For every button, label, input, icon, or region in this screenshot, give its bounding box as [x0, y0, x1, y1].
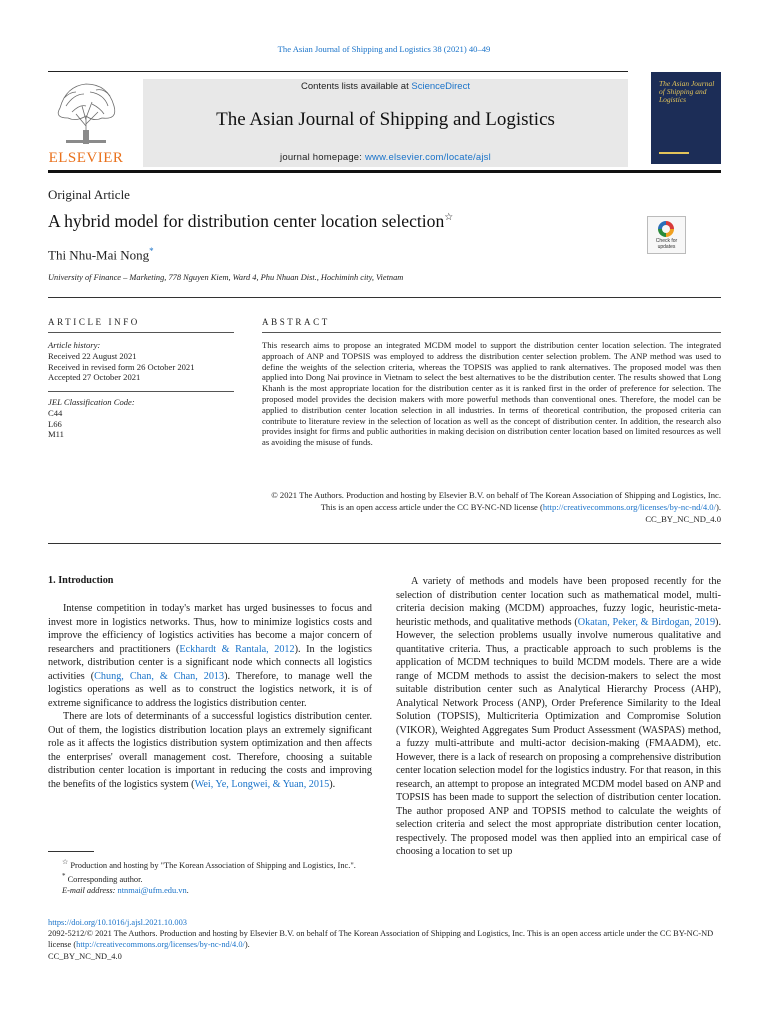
- p1-text-c: ). Therefore, to manage well the logistics operations as well as to construct the logistics network, it is of extreme significance to address the logistics distribution center.: [48, 670, 372, 709]
- abstract-heading: ABSTRACT: [262, 317, 330, 327]
- bottom-copyright-text: 2092-5212/© 2021 The Authors. Production and hosting by Elsevier B.V. on behalf of The Korean Association of Shipping and Logistics, Inc. This is an open access article under the CC BY-NC-ND license (: [48, 929, 714, 950]
- article-type: Original Article: [48, 187, 130, 202]
- homepage-link[interactable]: www.elsevier.com/locate/ajsl: [364, 152, 491, 163]
- journal-title: The Asian Journal of Shipping and Logistics: [216, 109, 555, 130]
- check-updates-label: Check for updates: [655, 238, 678, 250]
- p2-text-b: ).: [329, 778, 336, 790]
- abstract-text: This research aims to propose an integrated MCDM model to support the distribution center location selection. The integrated approach of ANP and TOPSIS was employed to address the distribution center selection problem. The ANP method was used to define the weights of the selection criteria, whereas the TOPSIS was applied to rank alternatives. The proposed model was then applied into Dong Nai province in Vietnam to select the best alternatives to be the distribution center. The results showed that Long Khanh is the most appropriate location for the distribution center as it is ranked first in the order of preference for selection. The proposed model provides the decision makers with more powerful methods than conventional ones. Therefore, the model can be applied to distribution center location selection in all industries. In terms of theoretical contribution, the proposed criteria can contribute to literature review in the selection of location as well as the concept of distribution center. In addition, the research also provides insight for firms and public authorities in making decision on distribution center location based on limited resources as well as avoiding the misuse of funds.: [262, 340, 721, 448]
- cover-title: The Asian Journal of Shipping and Logistics: [659, 79, 715, 104]
- corresponding-author-mark[interactable]: *: [149, 246, 154, 256]
- journal-cover-image: [651, 72, 721, 164]
- masthead-banner: [143, 79, 628, 167]
- header-bottom-rule: [48, 170, 721, 173]
- article-info-rule: [48, 332, 234, 333]
- footnote-corresponding: [48, 871, 372, 885]
- email-link[interactable]: ntnmai@ufm.edu.vn: [117, 885, 187, 895]
- sciencedirect-link[interactable]: ScienceDirect: [411, 81, 470, 92]
- received-date: Received 22 August 2021: [48, 350, 137, 361]
- email-label: E-mail address:: [62, 885, 118, 895]
- accepted-date: Accepted 27 October 2021: [48, 372, 141, 383]
- footnote-mark: ☆: [62, 858, 69, 866]
- footnote-text: Corresponding author.: [67, 874, 143, 884]
- bottom-license-code: CC_BY_NC_ND_4.0: [48, 951, 122, 961]
- homepage-line: [143, 152, 628, 163]
- abstract-rule: [262, 332, 721, 333]
- header-top-rule: [48, 71, 628, 72]
- author-line: [48, 246, 154, 263]
- p3-text-a: A variety of methods and models have been proposed recently for the selection of distribution center location such as mathematical model, multi-criteria decision making (MCDM) approaches, fuzzy logic, heuristic-meta-heuristic methods, and qualitative methods (: [396, 576, 721, 628]
- body-right-column: [396, 575, 721, 859]
- crossmark-icon: [658, 221, 674, 237]
- citation-link[interactable]: Okatan, Peker, & Birdogan, 2019: [577, 616, 716, 628]
- cover-accent: [659, 152, 689, 154]
- page-bottom-info: [48, 917, 721, 962]
- article-info-heading: ARTICLE INFO: [48, 317, 140, 327]
- p3-text-b: ). However, the selection problems usually involve numerous qualitative and quantitative criteria. Thus, a practicable approach to such problems is the application of MCDM techniques to build MCDM models. There are a wide range of MCDM methods to assist the decision-makers to select the most suitable distribution center such as Analytical Hierarchy Process (AHP), Analytical Network Process (ANP), Order Preference Similarity to the Ideal Solution (TOPSIS), Multicriteria Optimization and Compromise Solution (VIKOR), Weighted Aggregates Sum Product Assessment (WASPAS) method, a fuzzy multi-attribute and multi-actor decision-making (FMAADM), etc. However, there is a lack of research on proposing a comprehensive distribution center location selection model for the logistics industry. For that reason, in this research, an attempt to propose an integrated MCDM model based on ANP and TOPSIS has been made to support the selection of distribution center location. The author proposed ANP and TOPSIS method to calculate the weights of selection criteria and select the most appropriate distribution center location, respectively. The proposed model was then applied into an empirical case of choosing a location to set up: [396, 616, 721, 857]
- homepage-label: journal homepage:: [280, 152, 365, 163]
- jel-codes: [48, 397, 248, 440]
- title-footnote-mark[interactable]: ☆: [444, 212, 454, 224]
- abstract-copyright: [262, 489, 721, 526]
- footnote-text: Production and hosting by "The Korean Association of Shipping and Logistics, Inc.".: [70, 860, 356, 870]
- jel-code: C44: [48, 407, 63, 418]
- intro-paragraph-1: [48, 602, 372, 710]
- p1-text-a: Intense competition in today's market has urged businesses to focus and invest more in logistics networks. Thus, how to minimize logistics costs and improve the efficiency of logistics activities has become a major concern of researchers and practitioners (: [48, 603, 372, 655]
- intro-paragraph-2: [48, 710, 372, 791]
- footnote-production: [48, 857, 372, 871]
- p2-text-a: There are lots of determinants of a successful logistics distribution center. Out of them, the logistics distribution location plays an extremely significant role as it affects the logistics distribution system optimization and then affects the enterprises' overall management cost. Therefore, choosing a suitable distribution center location is important in reducing the costs and improving the benefits of the logistics system (: [48, 711, 372, 790]
- footnote-email: [48, 885, 372, 896]
- citation-link[interactable]: Chung, Chan, & Chan, 2013: [94, 670, 225, 682]
- elsevier-wordmark: ELSEVIER: [48, 150, 124, 166]
- citation-link[interactable]: Wei, Ye, Longwei, & Yuan, 2015: [194, 778, 330, 790]
- author-name[interactable]: Thi Nhu-Mai Nong: [48, 247, 150, 263]
- footnotes: [48, 857, 372, 896]
- bottom-copyright-close: ).: [244, 940, 250, 950]
- intro-paragraph-3: [396, 575, 721, 859]
- body-left-column: [48, 602, 372, 791]
- abstract-bottom-rule: [48, 543, 721, 544]
- doi-link[interactable]: https://doi.org/10.1016/j.ajsl.2021.10.003: [48, 918, 187, 927]
- tree-icon: [46, 78, 126, 148]
- license-code: CC_BY_NC_ND_4.0: [645, 514, 721, 525]
- bottom-license-link[interactable]: http://creativecommons.org/licenses/by-nc-nd/4.0/: [76, 940, 245, 950]
- article-history: [48, 340, 248, 383]
- affiliation: University of Finance – Marketing, 778 Nguyen Kiem, Ward 4, Phu Nhuan Dist., Hochiminh city, Vietnam: [48, 273, 404, 282]
- contents-line: [143, 81, 628, 92]
- running-head[interactable]: The Asian Journal of Shipping and Logistics 38 (2021) 40–49: [277, 44, 491, 54]
- p1-text-b: ). In the logistics network, distribution center is a significant node which connects all logistics activities (: [48, 643, 372, 682]
- check-for-updates-button[interactable]: [647, 216, 686, 254]
- section-heading-introduction: 1. Introduction: [48, 575, 114, 586]
- jel-code: L66: [48, 418, 62, 429]
- info-top-rule: [48, 297, 721, 298]
- jel-code: M11: [48, 429, 64, 440]
- license-link[interactable]: http://creativecommons.org/licenses/by-nc-nd/4.0/: [542, 502, 716, 513]
- jel-label: JEL Classification Code:: [48, 397, 135, 407]
- history-label: Article history:: [48, 340, 101, 350]
- article-title-text: A hybrid model for distribution center location selection: [48, 211, 445, 231]
- revised-date: Received in revised form 26 October 2021: [48, 361, 195, 372]
- contents-label: Contents lists available at: [301, 81, 412, 92]
- footnote-rule: [48, 851, 94, 852]
- bottom-copyright: [48, 928, 721, 950]
- article-title: [48, 211, 453, 232]
- history-divider: [48, 391, 234, 392]
- footnote-mark: *: [62, 871, 66, 880]
- citation-link[interactable]: Eckhardt & Rantala, 2012: [179, 643, 295, 655]
- copyright-close: ).: [715, 502, 721, 513]
- copyright-text: © 2021 The Authors. Production and hosting by Elsevier B.V. on behalf of The Korean Association of Shipping and Logistics, Inc. This is an open access article under the CC BY-NC-ND license (: [271, 490, 721, 513]
- email-end: .: [186, 885, 189, 895]
